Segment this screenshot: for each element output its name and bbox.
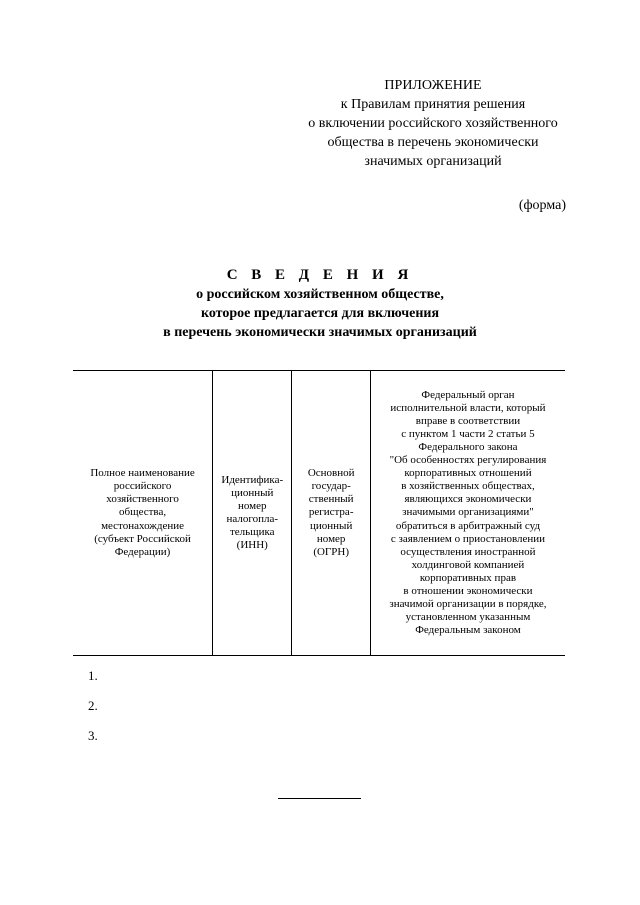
header-line: хозяйственного — [106, 493, 179, 506]
list-item: 1. — [88, 668, 98, 683]
appendix-line: о включении российского хозяйственного — [308, 116, 558, 131]
info-table — [73, 370, 565, 656]
header-line: ционный — [310, 519, 353, 532]
appendix-line: значимых организаций — [364, 154, 502, 169]
header-line: номер — [237, 499, 267, 512]
footer-divider — [278, 798, 361, 799]
title-line: С В Е Д Е Н И Я — [226, 267, 414, 283]
header-line: номер — [316, 532, 346, 545]
header-line: значимыми организациями" — [402, 506, 534, 519]
header-line: общества, — [119, 506, 167, 519]
header-line: в хозяйственных обществах, — [401, 480, 535, 493]
appendix-line: ПРИЛОЖЕНИЕ — [384, 78, 482, 93]
header-line: Федерального закона — [418, 440, 518, 453]
header-line: Полное наименование — [90, 467, 195, 480]
header-line: российского — [113, 480, 172, 493]
form-label: (форма) — [518, 198, 566, 213]
header-ogrn — [292, 371, 371, 656]
appendix-line: к Правилам принятия решения — [340, 97, 526, 112]
header-line: с пунктом 1 части 2 статьи 5 — [401, 427, 535, 440]
header-line: местонахождение — [101, 519, 185, 532]
list-item: 2. — [88, 698, 98, 713]
header-line: Федерации) — [114, 545, 171, 558]
header-line: с заявлением о приостановлении — [390, 532, 546, 545]
header-line: (ИНН) — [236, 539, 268, 552]
header-line: установленном указанным — [405, 611, 531, 624]
header-line: корпоративных отношений — [404, 467, 532, 480]
table-header-row — [73, 371, 565, 656]
header-line: Идентифика- — [221, 473, 284, 486]
header-line: (субъект Российской — [94, 532, 191, 545]
header-line: ционный — [231, 486, 274, 499]
document-title — [0, 266, 640, 342]
header-line: исполнительной власти, который — [390, 401, 546, 414]
appendix-heading — [300, 76, 566, 171]
header-line: ственный — [308, 493, 354, 506]
list-item: 3. — [88, 728, 98, 743]
header-line: Федеральным законом — [415, 624, 521, 637]
header-line: холдинговой компанией — [411, 558, 525, 571]
header-line: Основной — [307, 467, 355, 480]
title-line: в перечень экономически значимых организаций — [163, 325, 477, 340]
header-line: корпоративных прав — [419, 571, 517, 584]
header-federal-body — [370, 371, 565, 656]
header-line: в отношении экономически — [403, 585, 533, 598]
header-line: Федеральный орган — [421, 388, 515, 401]
header-line: налогопла- — [226, 513, 279, 525]
header-line: государ- — [311, 480, 351, 493]
header-line: вправе в соответствии — [415, 414, 521, 427]
header-line: обратиться в арбитражный суд — [395, 519, 541, 532]
row-numbers — [88, 668, 98, 758]
header-line: являющихся экономически — [404, 493, 532, 506]
header-line: "Об особенностях регулирования — [389, 454, 547, 467]
header-company-name — [73, 371, 213, 656]
title-line: о российском хозяйственном обществе, — [196, 287, 444, 302]
header-line: регистра- — [308, 506, 354, 519]
header-line: осуществления иностранной — [400, 545, 536, 558]
header-line: (ОГРН) — [313, 545, 350, 558]
header-line: тельщика — [229, 526, 275, 539]
appendix-line: общества в перечень экономически — [327, 135, 539, 150]
header-inn — [213, 371, 292, 656]
title-line: которое предлагается для включения — [200, 306, 440, 321]
header-line: значимой организации в порядке, — [389, 598, 547, 611]
